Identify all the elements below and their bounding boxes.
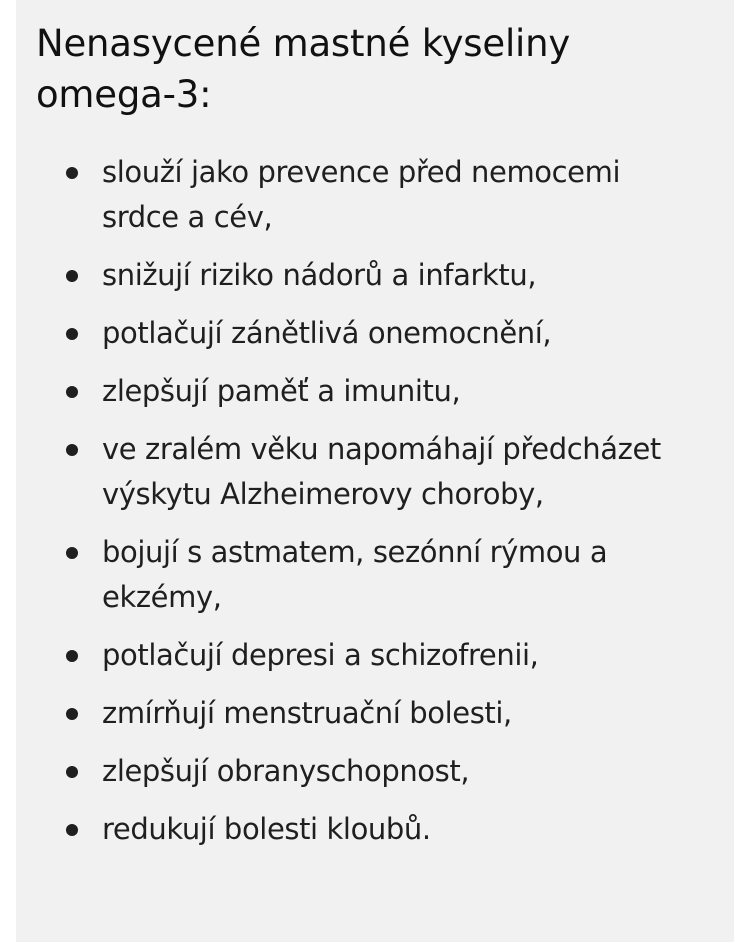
list-item [36, 691, 704, 736]
benefits-list [36, 150, 704, 852]
list-item [36, 530, 704, 620]
list-item [36, 150, 704, 240]
bullet-icon [66, 824, 78, 836]
bullet-icon [66, 386, 78, 398]
list-item [36, 369, 704, 414]
list-item-text: zlepšují obranyschopnost, [102, 754, 470, 788]
list-item-text: potlačují zánětlivá onemocnění, [102, 316, 552, 350]
list-item [36, 311, 704, 356]
list-item [36, 253, 704, 298]
list-item [36, 749, 704, 794]
bullet-icon [66, 708, 78, 720]
list-item-text: bojují s astmatem, sezónní rýmou a ekzémy, [102, 535, 608, 614]
title-line-1: Nenasycené mastné kyseliny [36, 22, 571, 65]
list-item-text: slouží jako prevence před nemocemi srdce a cév, [102, 155, 621, 234]
bullet-icon [66, 650, 78, 662]
bullet-icon [66, 328, 78, 340]
list-item [36, 633, 704, 678]
list-item-text: zmírňují menstruační bolesti, [102, 696, 512, 730]
bullet-icon [66, 270, 78, 282]
list-item-text: zlepšují paměť a imunitu, [102, 374, 461, 408]
list-item-text: potlačují depresi a schizofrenii, [102, 638, 539, 672]
list-item [36, 427, 704, 517]
bullet-icon [66, 766, 78, 778]
list-item [36, 807, 704, 852]
page-title [36, 18, 704, 120]
list-item-text: redukují bolesti kloubů. [102, 812, 431, 846]
list-item-text: snižují riziko nádorů a infarktu, [102, 258, 537, 292]
list-item-text: ve zralém věku napomáhají předcházet výskytu Alzheimerovy choroby, [102, 432, 661, 511]
bullet-icon [66, 444, 78, 456]
title-line-2: omega-3: [36, 73, 212, 116]
content-card [16, 0, 734, 942]
bullet-icon [66, 547, 78, 559]
bullet-icon [66, 167, 78, 179]
